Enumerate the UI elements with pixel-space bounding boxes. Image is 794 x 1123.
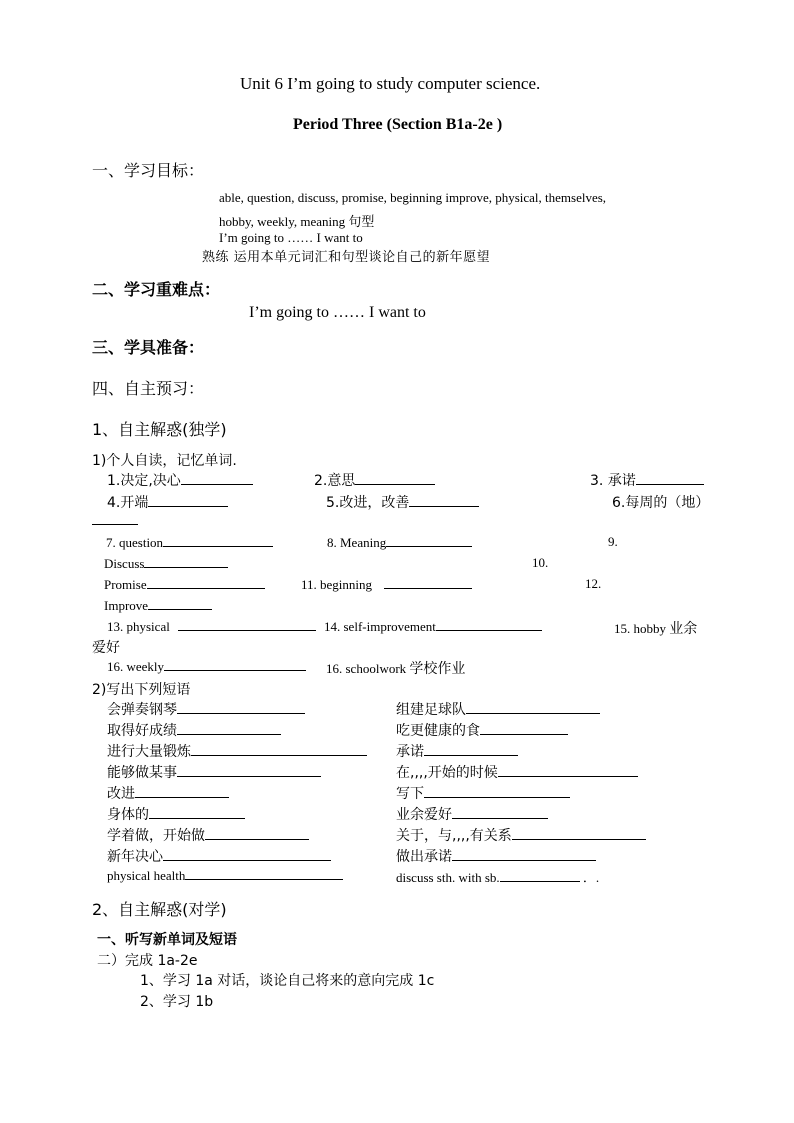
part1-heading: 1、自主解惑(独学) [92,420,227,439]
part2-item2b: 2、学习 1b [140,994,214,1010]
goals-objective: 熟练 运用本单元词汇和句型谈论自己的新年愿望 [202,250,491,265]
phrase-right-5: 写下 [396,783,570,803]
word-item-7: 7. question [106,534,273,551]
section-heading-keypoints: 二、学习重难点： [92,280,221,299]
phrase-left-6: 身体的 [107,804,245,824]
word-item-6-blank [92,524,138,525]
section-heading-goals: 一、学习目标： [92,161,205,180]
phrase-left-7: 学着做，开始做 [107,825,309,845]
word-item-13: 13. physical [107,618,316,635]
word-item-9: Discuss [104,555,228,572]
part2-item2a: 1、学习 1a 对话，谈论自己将来的意向完成 1c [140,973,435,989]
page-title: Unit 6 I’m going to study computer science. [240,74,541,93]
part2-item1: 一、听写新单词及短语 [97,932,237,948]
word-item-5: 5.改进，改善 [326,492,479,512]
phrase-right-7: 关于，与,,,,有关系 [396,825,646,845]
word-item-3: 3. 承诺 [590,470,704,490]
word-item-10: Promise [104,576,265,593]
word-item-2: 2.意思 [314,470,435,490]
phrase-left-9: physical health [107,867,343,884]
page-subtitle: Period Three (Section B1a-2e ) [293,116,503,133]
phrase-left-1: 会弹奏钢琴 [107,699,305,719]
section-heading-preview: 四、自主预习： [92,379,205,398]
word-item-1: 1.决定,决心 [107,470,253,490]
goals-vocab-line2 [219,211,374,230]
word-item-14: 14. self-improvement [324,618,542,635]
part1-sub1: 1)个人自读，记忆单词. [92,453,237,469]
word-item-12-number: 12. [585,576,602,591]
part2-heading: 2、自主解惑(对学) [92,900,227,919]
goals-vocab-line1: able, question, discuss, promise, beginning improve, physical, themselves, [219,190,607,205]
phrase-left-2: 取得好成绩 [107,720,281,740]
word-item-6: 6.每周的（地） [612,495,710,511]
word-item-16b: 16. schoolwork 学校作业 [326,661,466,677]
phrase-left-8: 新年决心 [107,846,331,866]
phrase-right-2: 吃更健康的食 [396,720,568,740]
part2-item2: 二）完成 1a-2e [97,953,198,969]
word-item-15: 15. hobby 业余 [614,621,698,637]
goals-sentence-label: 句型 [348,215,375,230]
section-heading-materials: 三、学具准备： [92,338,205,357]
goals-sentence-pattern: I’m going to …… I want to [219,230,363,245]
word-item-8: 8. Meaning [327,534,472,551]
part1-sub2: 2)写出下列短语 [92,682,191,698]
phrase-left-5: 改进 [107,783,229,803]
word-item-15-cont: 爱好 [92,640,120,656]
phrase-right-3: 承诺 [396,741,518,761]
phrase-right-8: 做出承诺 [396,846,596,866]
phrase-right-4: 在,,,,开始的时候 [396,762,638,782]
word-item-11: 11. beginning [301,576,472,593]
phrase-left-4: 能够做某事 [107,762,321,782]
keypoints-content: I’m going to …… I want to [249,304,426,321]
word-item-16: 16. weekly [107,658,306,675]
word-item-9-number: 9. [608,534,618,549]
phrase-left-3: 进行大量锻炼 [107,741,367,761]
word-item-10-number: 10. [532,555,549,570]
phrase-right-9: discuss sth. with sb. ．. [396,870,600,885]
phrase-right-6: 业余爱好 [396,804,548,824]
phrase-right-1: 组建足球队 [396,699,600,719]
word-item-12: Improve [104,597,212,614]
word-item-4: 4.开端 [107,492,228,512]
goals-vocab-words: hobby, weekly, meaning [219,214,349,229]
